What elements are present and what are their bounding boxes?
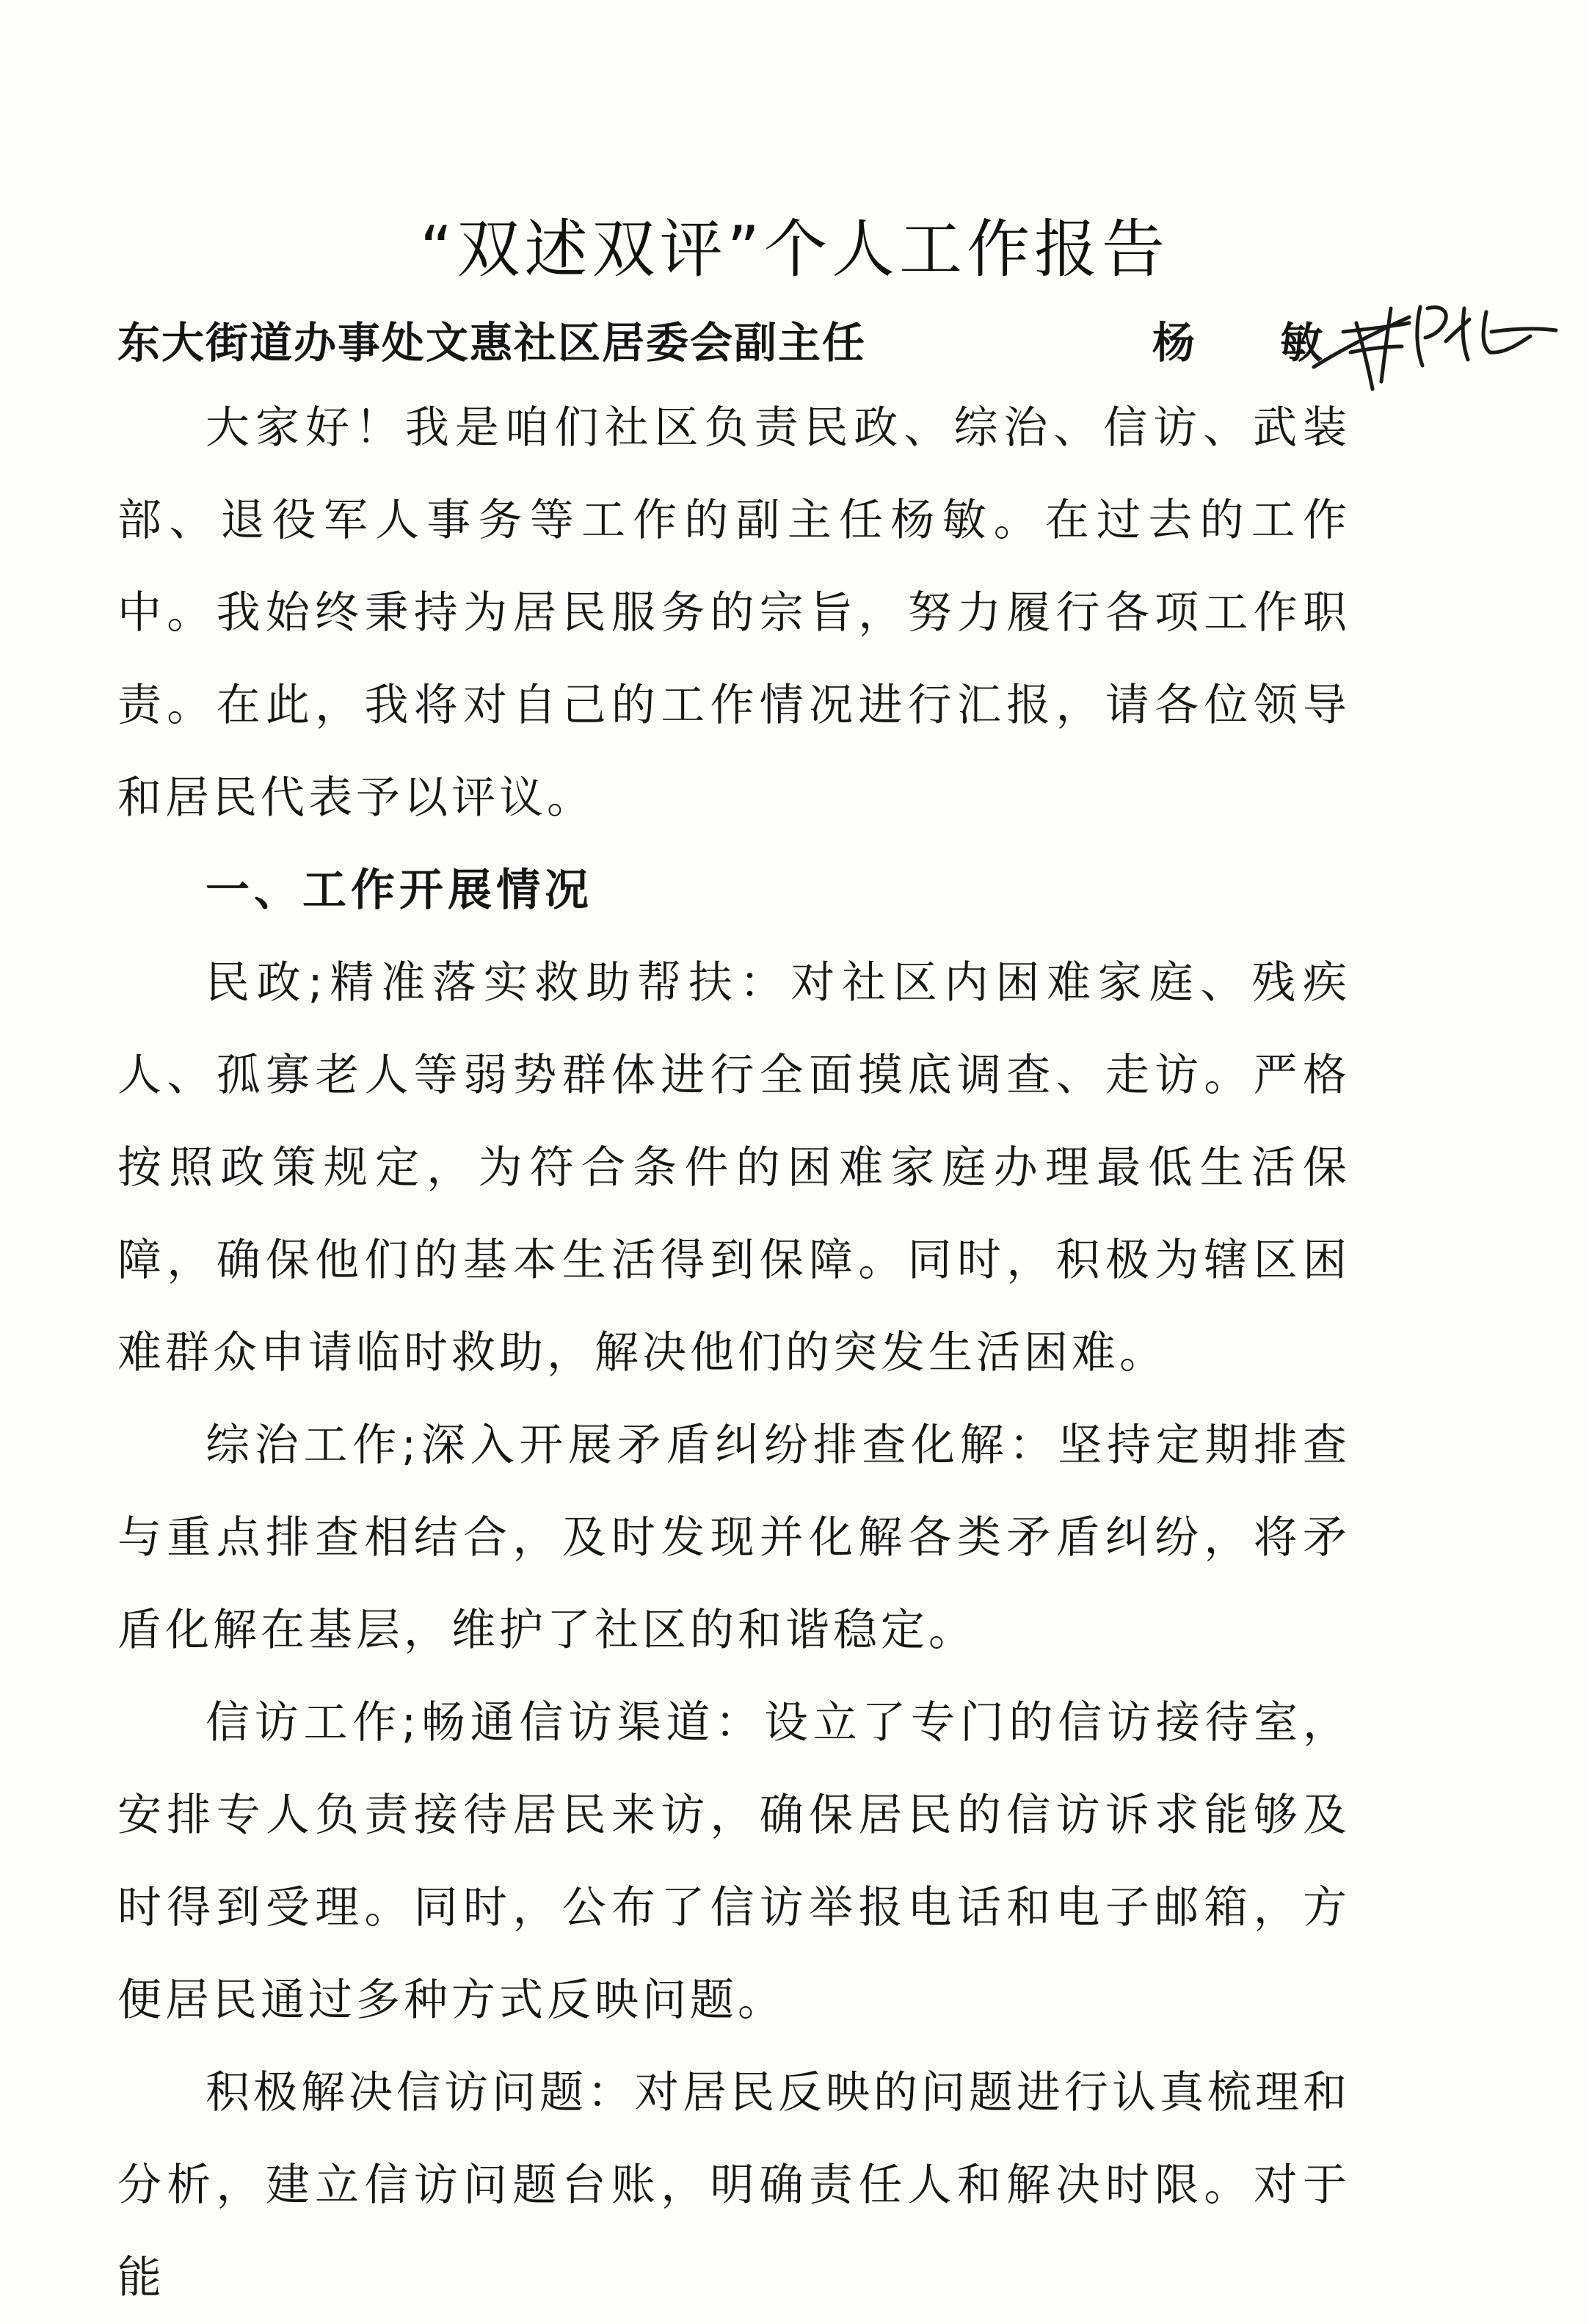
paragraph-petition-solving: 积极解决信访问题：对居民反映的问题进行认真梳理和分析，建立信访问题台账，明确责任人和解决时限。对于能: [117, 2067, 1350, 2303]
byline-organization: 东大街道办事处文惠社区居委会副主任: [117, 318, 867, 368]
section-heading-work: 一、工作开展情况: [206, 865, 593, 916]
paragraph-civil-affairs: 民政;精准落实救助帮扶：对社区内困难家庭、残疾人、孤寡老人等弱势群体进行全面摸底调查、走访。严格按照政策规定，为符合条件的困难家庭办理最低生活保障，确保他们的基本生活得到保障。同时，积极为辖区困难群众申请临时救助，解决他们的突发生活困难。: [117, 957, 1350, 1379]
document-title: “双述双评”个人工作报告: [419, 213, 1170, 286]
report-body: [117, 382, 1350, 2324]
paragraph-comprehensive-governance: 综治工作;深入开展矛盾纠纷排查化解：坚持定期排查与重点排查相结合，及时发现并化解各类矛盾纠纷，将矛盾化解在基层，维护了社区的和谐稳定。: [117, 1420, 1350, 1656]
paragraph-greeting: 大家好！我是咱们社区负责民政、综治、信访、武装部、退役军人事务等工作的副主任杨敏。在过去的工作中。我始终秉持为居民服务的宗旨，努力履行各项工作职责。在此，我将对自己的工作情况进行汇报，请各位领导和居民代表予以评议。: [117, 402, 1350, 824]
byline-name: 杨 敏: [1152, 318, 1359, 368]
paragraph-petition-channels: 信访工作;畅通信访渠道：设立了专门的信访接待室，安排专人负责接待居民来访，确保居民的信访诉求能够及时得到受理。同时，公布了信访举报电话和电子邮箱，方便居民通过多种方式反映问题。: [117, 1697, 1350, 2026]
